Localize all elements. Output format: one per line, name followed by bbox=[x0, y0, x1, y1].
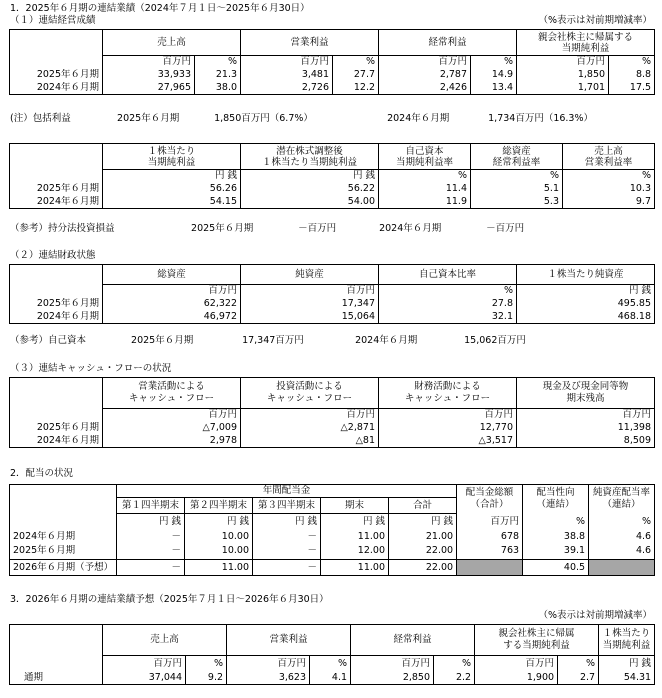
unit-cell: 百万円 bbox=[379, 409, 517, 422]
ref-period-2: 2024年６月期 bbox=[355, 335, 418, 346]
unit-cell: % bbox=[434, 656, 475, 672]
section1-sub1-title: （１）連結経営成績 bbox=[10, 15, 96, 26]
unit-cell: % bbox=[186, 656, 227, 672]
shaded-cell bbox=[589, 560, 655, 576]
ref-value-2: 15,062百万円 bbox=[464, 335, 526, 346]
unit-cell: % bbox=[523, 514, 589, 531]
table-row: 2026年６月期（予想） － 11.00 － 11.00 22.00 40.5 bbox=[10, 560, 655, 576]
section2-title: 2．配当の状況 bbox=[10, 468, 74, 479]
row-label: 2024年６月期 bbox=[10, 531, 117, 544]
ref-value-1: 17,347百万円 bbox=[242, 335, 304, 346]
header-net-profit: 親会社株主に帰属 する当期純利益 bbox=[475, 625, 599, 656]
unit-cell: 百万円 bbox=[103, 409, 241, 422]
ref-label: （参考）自己資本 bbox=[10, 335, 87, 346]
unit-cell: 円 銭 bbox=[253, 514, 321, 531]
unit-cell: 百万円 bbox=[475, 656, 558, 672]
row-label: 2024年６月期 bbox=[10, 196, 103, 209]
row-label: 2026年６月期（予想） bbox=[10, 560, 117, 576]
unit-cell: % bbox=[589, 514, 655, 531]
header-operating-margin: 売上高 営業利益率 bbox=[563, 144, 655, 170]
unit-cell: 円 銭 bbox=[389, 514, 457, 531]
dividend-table bbox=[9, 484, 655, 576]
header-sales: 売上高 bbox=[103, 30, 241, 56]
header-doe: 純資産配当率 （連結） bbox=[589, 485, 655, 514]
header-bps: １株当たり純資産 bbox=[517, 265, 655, 285]
header-sales: 売上高 bbox=[103, 625, 227, 656]
unit-cell: % bbox=[379, 170, 471, 183]
row-label: 2025年６月期 bbox=[10, 298, 103, 311]
table-row: 2025年６月期 56.26 56.22 11.4 5.1 10.3 bbox=[10, 183, 655, 196]
table-row: 通期 37,044 9.2 3,623 4.1 2,850 2.2 1,900 2.7 54.31 bbox=[10, 672, 655, 685]
unit-cell: 百万円 bbox=[103, 656, 186, 672]
cash-flow-table bbox=[9, 377, 655, 448]
header-diluted-eps: 潜在株式調整後 １株当たり当期純利益 bbox=[241, 144, 379, 170]
header-annual-dividend: 年間配当金 bbox=[117, 485, 457, 498]
note-period-2: 2024年６月期 bbox=[387, 113, 450, 124]
per-share-table bbox=[9, 143, 655, 209]
ref-period-1: 2025年６月期 bbox=[191, 223, 254, 234]
unit-cell: % bbox=[563, 170, 655, 183]
table-row: 2025年６月期 62,322 17,347 27.8 495.85 bbox=[10, 298, 655, 311]
table-row: 2024年６月期 － 10.00 － 11.00 21.00 678 38.8 4.6 bbox=[10, 531, 655, 544]
header-total-dividend: 配当金総額 （合計） bbox=[457, 485, 523, 514]
unit-cell: % bbox=[333, 56, 379, 69]
comprehensive-income-note bbox=[10, 112, 593, 126]
row-label: 通期 bbox=[10, 672, 103, 685]
unit-cell: % bbox=[310, 656, 351, 672]
header-ordinary-profit: 経常利益 bbox=[351, 625, 475, 656]
header-equity-ratio: 自己資本比率 bbox=[379, 265, 517, 285]
unit-cell: % bbox=[558, 656, 599, 672]
shaded-cell bbox=[457, 560, 523, 576]
header-operating-profit: 営業利益 bbox=[241, 30, 379, 56]
row-label: 2025年６月期 bbox=[10, 183, 103, 196]
unit-cell: 百万円 bbox=[241, 285, 379, 298]
note-value-2: 1,734百万円（16.3%） bbox=[488, 113, 594, 124]
pct-note-3: （%表示は対前期増減率） bbox=[538, 610, 652, 621]
unit-cell: 円 銭 bbox=[117, 514, 185, 531]
header-payout-ratio: 配当性向 （連結） bbox=[523, 485, 589, 514]
header-q1: 第１四半期末 bbox=[117, 498, 185, 514]
unit-cell: 百万円 bbox=[103, 56, 195, 69]
row-label: 2024年６月期 bbox=[10, 82, 103, 95]
financial-position-table bbox=[9, 264, 655, 324]
row-label: 2025年６月期 bbox=[10, 544, 117, 560]
table-row: 2025年６月期 △7,009 △2,871 12,770 11,398 bbox=[10, 422, 655, 435]
header-q2: 第２四半期末 bbox=[185, 498, 253, 514]
table-row: 2024年６月期 46,972 15,064 32.1 468.18 bbox=[10, 311, 655, 324]
header-operating-profit: 営業利益 bbox=[227, 625, 351, 656]
unit-cell: 百万円 bbox=[457, 514, 523, 531]
unit-cell: 百万円 bbox=[517, 409, 655, 422]
unit-cell: 円 銭 bbox=[241, 170, 379, 183]
header-roe: 自己資本 当期純利益率 bbox=[379, 144, 471, 170]
operating-results-table bbox=[9, 29, 655, 95]
header-year-end: 期末 bbox=[321, 498, 389, 514]
unit-cell: 百万円 bbox=[241, 409, 379, 422]
header-net-assets: 純資産 bbox=[241, 265, 379, 285]
row-label: 2025年６月期 bbox=[10, 422, 103, 435]
note-value-1: 1,850百万円（6.7%） bbox=[214, 113, 313, 124]
header-total-assets: 総資産 bbox=[103, 265, 241, 285]
table-corner bbox=[10, 30, 103, 56]
table-row: 2024年６月期 2,978 △81 △3,517 8,509 bbox=[10, 435, 655, 448]
header-net-profit: 親会社株主に帰属する 当期純利益 bbox=[517, 30, 655, 56]
header-cash-balance: 現金及び現金同等物 期末残高 bbox=[517, 378, 655, 409]
table-row: 2024年６月期 54.15 54.00 11.9 5.3 9.7 bbox=[10, 196, 655, 209]
table-row: 2024年６月期 27,965 38.0 2,726 12.2 2,426 13.4 1,701 17.5 bbox=[10, 82, 655, 95]
unit-cell: 円 銭 bbox=[185, 514, 253, 531]
header-ordinary-profit: 経常利益 bbox=[379, 30, 517, 56]
equity-reference bbox=[10, 334, 526, 348]
unit-cell: 百万円 bbox=[379, 56, 471, 69]
unit-cell: 百万円 bbox=[103, 285, 241, 298]
section1-sub3-title: （３）連結キャッシュ・フローの状況 bbox=[10, 363, 172, 374]
row-label: 2025年６月期 bbox=[10, 69, 103, 82]
unit-cell: % bbox=[379, 285, 517, 298]
unit-cell: 円 銭 bbox=[599, 656, 655, 672]
forecast-table bbox=[9, 624, 655, 685]
ref-value-2: －百万円 bbox=[486, 223, 525, 234]
unit-cell: % bbox=[609, 56, 655, 69]
unit-cell: % bbox=[471, 170, 563, 183]
unit-cell: 百万円 bbox=[227, 656, 310, 672]
ref-period-1: 2025年６月期 bbox=[131, 335, 194, 346]
section3-title: 3．2026年６月期の連結業績予想（2025年７月１日～2026年６月30日） bbox=[10, 594, 329, 605]
ref-value-1: －百万円 bbox=[298, 223, 337, 234]
section1-title: 1．2025年６月期の連結業績（2024年７月１日～2025年６月30日） bbox=[10, 3, 310, 14]
section1-sub2-title: （２）連結財政状態 bbox=[10, 250, 96, 261]
header-investing-cf: 投資活動による キャッシュ・フロー bbox=[241, 378, 379, 409]
table-row: 2025年６月期 － 10.00 － 12.00 22.00 763 39.1 4.6 bbox=[10, 544, 655, 560]
unit-cell: 円 銭 bbox=[321, 514, 389, 531]
header-financing-cf: 財務活動による キャッシュ・フロー bbox=[379, 378, 517, 409]
unit-cell: 円 銭 bbox=[517, 285, 655, 298]
header-operating-cf: 営業活動による キャッシュ・フロー bbox=[103, 378, 241, 409]
header-total: 合計 bbox=[389, 498, 457, 514]
header-q3: 第３四半期末 bbox=[253, 498, 321, 514]
note-label: (注）包括利益 bbox=[10, 113, 71, 124]
ref-label: （参考）持分法投資損益 bbox=[10, 223, 115, 234]
table-row: 2025年６月期 33,933 21.3 3,481 27.7 2,787 14.9 1,850 8.8 bbox=[10, 69, 655, 82]
header-eps: １株当たり 当期純利益 bbox=[103, 144, 241, 170]
row-label: 2024年６月期 bbox=[10, 311, 103, 324]
row-label: 2024年６月期 bbox=[10, 435, 103, 448]
unit-cell: 百万円 bbox=[517, 56, 609, 69]
pct-note-1: （%表示は対前期増減率） bbox=[538, 15, 652, 26]
unit-cell: 百万円 bbox=[241, 56, 333, 69]
unit-cell: % bbox=[195, 56, 241, 69]
unit-cell: % bbox=[471, 56, 517, 69]
header-eps: １株当たり 当期純利益 bbox=[599, 625, 655, 656]
ref-period-2: 2024年６月期 bbox=[379, 223, 442, 234]
unit-cell: 百万円 bbox=[351, 656, 434, 672]
header-roa: 総資産 経常利益率 bbox=[471, 144, 563, 170]
equity-method-reference bbox=[10, 222, 524, 236]
unit-cell: 円 銭 bbox=[103, 170, 241, 183]
note-period-1: 2025年６月期 bbox=[117, 113, 180, 124]
